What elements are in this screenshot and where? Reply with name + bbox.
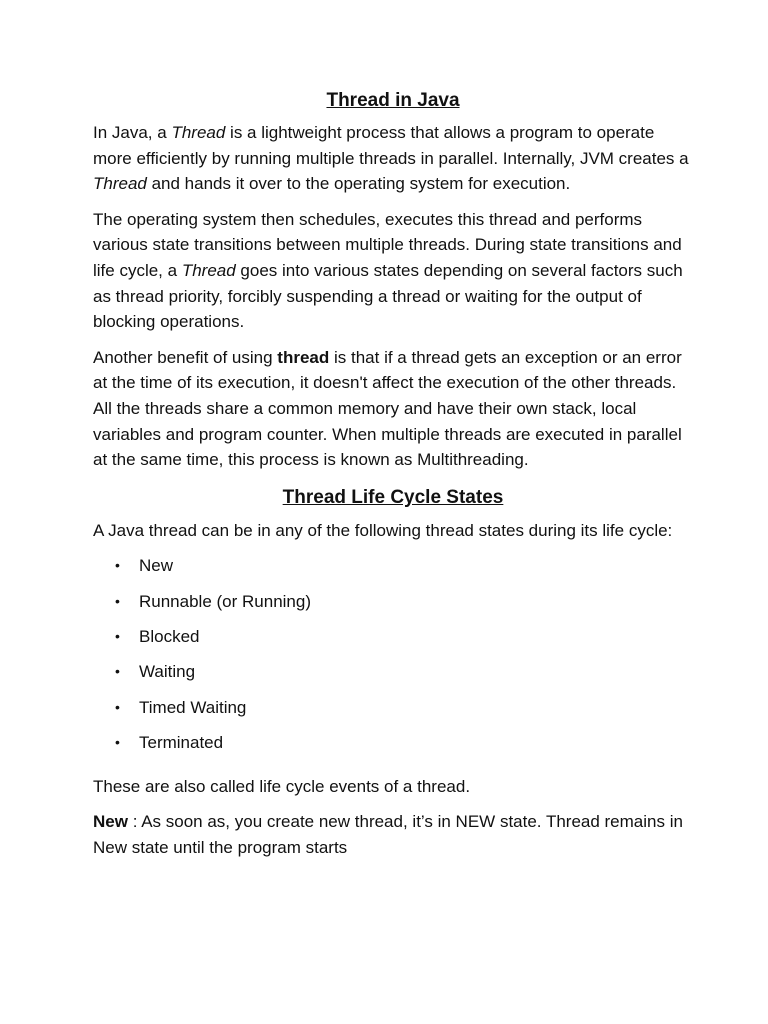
- intro-paragraph-1: [93, 120, 693, 197]
- bullet-icon: •: [115, 628, 120, 645]
- intro-paragraph-2: [93, 207, 693, 335]
- text-run: In Java, a: [93, 123, 172, 142]
- state-label: Terminated: [139, 733, 224, 753]
- intro-paragraph-3: [93, 345, 693, 473]
- section-heading-lifecycle: Thread Life Cycle States: [282, 486, 504, 508]
- thread-term: Thread: [93, 174, 147, 194]
- states-list: [93, 553, 693, 765]
- new-state-paragraph: [93, 809, 693, 860]
- list-item: [115, 730, 693, 765]
- text-run: : As soon as, you create new thread, it’s in NEW state. Thread remains in New state until the program starts: [93, 812, 683, 857]
- list-item: [115, 589, 693, 624]
- state-label: Blocked: [139, 627, 200, 647]
- list-item: [115, 624, 693, 659]
- state-label: Runnable (or Running): [139, 591, 311, 611]
- thread-term-bold: thread: [277, 347, 330, 367]
- thread-term: Thread: [181, 260, 236, 280]
- text-run: is a lightweight process that allows a program to operate more efficiently by running multiple threads in parallel. Internally, JVM creates a: [93, 123, 689, 168]
- new-state-label: New: [93, 812, 128, 832]
- bullet-icon: •: [115, 557, 120, 574]
- bullet-icon: •: [115, 698, 120, 715]
- text-run: Another benefit of using: [93, 347, 278, 367]
- bullet-icon: •: [115, 663, 120, 680]
- lifecycle-note: These are also called life cycle events of a thread.: [93, 776, 471, 796]
- text-run: and hands it over to the operating system for execution.: [146, 174, 571, 194]
- state-label: Timed Waiting: [139, 697, 247, 717]
- state-label: Waiting: [139, 662, 196, 682]
- bullet-icon: •: [115, 734, 120, 751]
- text-run: is that if a thread gets an exception or an error at the time of its execution, it doesn't affect the execution of the other threads. All the threads share a common memory and have their own stack, local variables and program counter. When multiple threads are executed in parallel at the same time, this process is known as Multithreading.: [93, 347, 682, 470]
- text-run: The operating system then schedules, executes this thread and performs various state transitions between multiple threads. During state transitions and life cycle, a: [93, 209, 682, 280]
- thread-term: Thread: [171, 123, 226, 142]
- list-item: [115, 695, 693, 730]
- page-title: Thread in Java: [326, 90, 460, 111]
- bullet-icon: •: [115, 592, 120, 609]
- list-item: [115, 553, 693, 588]
- document-page: [93, 86, 693, 870]
- lifecycle-intro: A Java thread can be in any of the following thread states during its life cycle:: [93, 520, 673, 540]
- text-run: goes into various states depending on several factors such as thread priority, forcibly suspending a thread or waiting for the output of blocking operations.: [93, 260, 683, 332]
- state-label: New: [139, 556, 174, 576]
- list-item: [115, 659, 693, 694]
